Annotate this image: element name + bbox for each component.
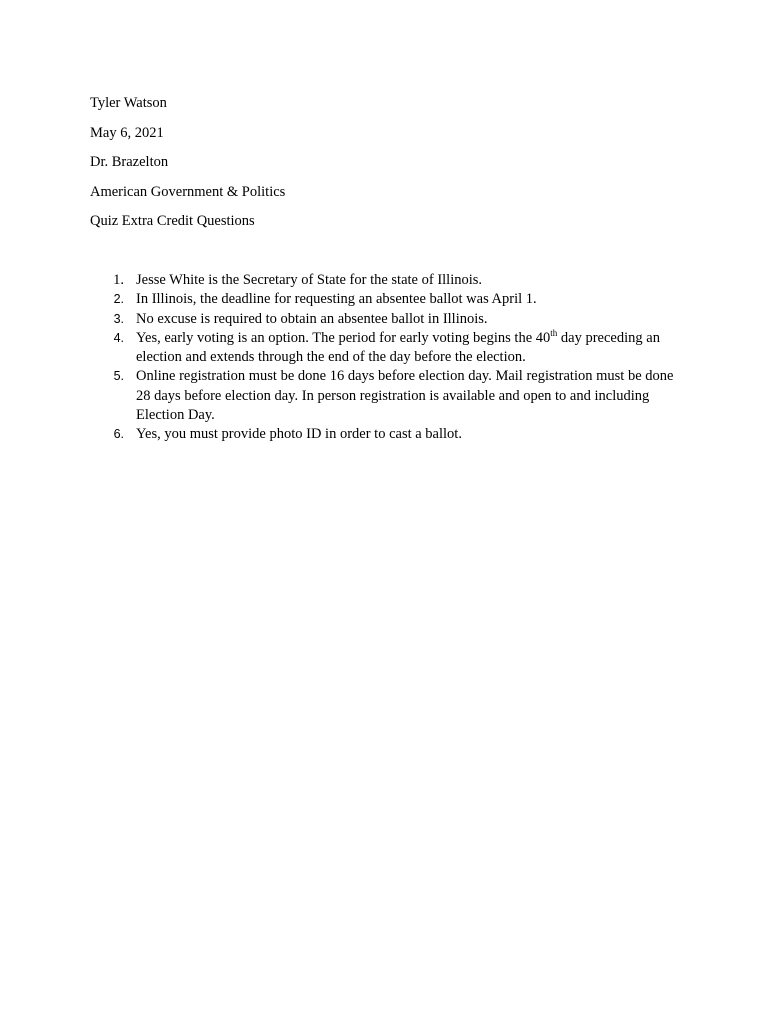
course-name: American Government & Politics [90, 183, 286, 200]
list-item [104, 290, 684, 309]
list-item-text [136, 329, 676, 368]
list-item [104, 425, 684, 444]
list-item-number: 1. [113, 272, 124, 288]
list-item-number: 6. [113, 427, 124, 442]
list-item-text-after: day preceding an election and extends through the end of the day before the election. [136, 329, 660, 366]
document-header [90, 94, 690, 242]
list-item [104, 271, 684, 290]
list-item-number: 5. [113, 369, 124, 384]
instructor-name: Dr. Brazelton [90, 154, 169, 170]
list-item-number: 4. [113, 330, 124, 345]
list-item [104, 310, 684, 329]
list-item-text: In Illinois, the deadline for requesting an absentee ballot was April 1. [136, 291, 537, 308]
list-item [104, 329, 684, 368]
ordinal-superscript: th [550, 328, 558, 339]
student-name: Tyler Watson [90, 95, 167, 111]
list-item-number: 2. [113, 292, 124, 307]
list-item-text: No excuse is required to obtain an absentee ballot in Illinois. [136, 310, 488, 327]
document-date: May 6, 2021 [90, 124, 164, 141]
list-item-text-before: Yes, early voting is an option. The period for early voting begins the 40 [136, 329, 551, 346]
assignment-title: Quiz Extra Credit Questions [90, 213, 255, 229]
list-item-text: Yes, you must provide photo ID in order to cast a ballot. [136, 426, 462, 443]
list-item [104, 367, 684, 425]
list-item-text: Jesse White is the Secretary of State for the state of Illinois. [136, 272, 483, 288]
list-item-number: 3. [113, 311, 124, 326]
answer-list [104, 271, 684, 445]
list-item-text: Online registration must be done 16 days before election day. Mail registration must be done 28 days before election day. In person registration is available and open to and including Election Day. [136, 368, 674, 424]
